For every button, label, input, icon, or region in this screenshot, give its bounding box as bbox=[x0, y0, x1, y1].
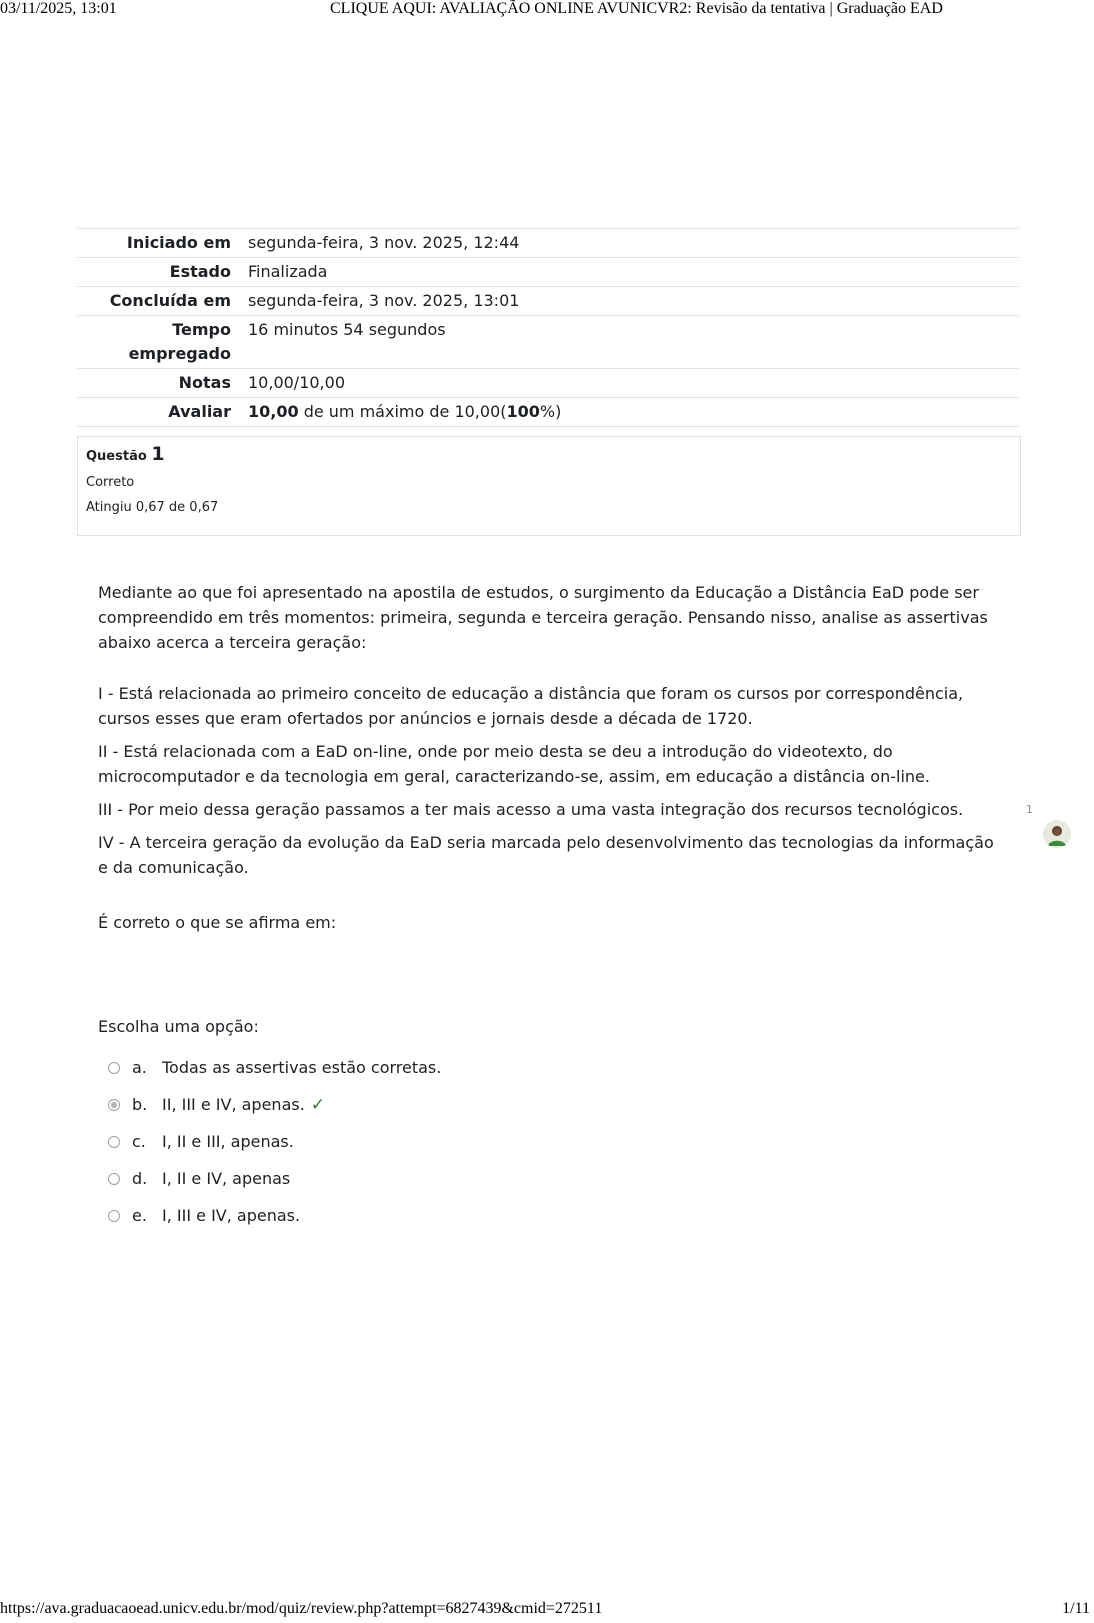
question-prompt: É correto o que se afirma em: bbox=[98, 913, 337, 932]
answer-option-e[interactable] bbox=[98, 1197, 798, 1234]
summary-row-completed bbox=[77, 287, 1019, 316]
assertion-item: I - Está relacionada ao primeiro conceito de educação a distância que foram os cursos por correspondência, cursos esses que eram ofertados por anúncios e jornais desde a década de 1720. bbox=[98, 684, 964, 728]
option-text: Todas as assertivas estão corretas. bbox=[162, 1058, 442, 1077]
option-letter: d. bbox=[132, 1169, 148, 1188]
print-footer bbox=[0, 1600, 1094, 1622]
summary-value: segunda-feira, 3 nov. 2025, 12:44 bbox=[248, 233, 520, 252]
answer-block bbox=[98, 1015, 798, 1234]
summary-value: 16 minutos 54 segundos bbox=[248, 320, 446, 339]
print-page-number: 1/11 bbox=[1062, 1600, 1090, 1617]
question-intro: Mediante ao que foi apresentado na apostila de estudos, o surgimento da Educação a Distância EaD pode ser compreendido em três momentos: primeira, segunda e terceira geração. Pensando nisso, analise as assertivas abaixo acerca a terceira geração: bbox=[98, 583, 988, 652]
radio-button[interactable] bbox=[108, 1062, 120, 1074]
assertion-item: IV - A terceira geração da evolução da EaD seria marcada pelo desenvolvimento das tecnologias da informação e da comunicação. bbox=[98, 833, 994, 877]
grade-end: %) bbox=[539, 402, 562, 421]
summary-row-grade bbox=[77, 398, 1019, 427]
radio-button-selected[interactable] bbox=[108, 1099, 120, 1111]
avatar-person-icon bbox=[1043, 820, 1071, 848]
assertion-item: II - Está relacionada com a EaD on-line, onde por meio desta se deu a introdução do videotexto, do microcomputador e da tecnologia em geral, caracterizando-se, assim, em educação a distância on-line. bbox=[98, 742, 930, 786]
option-text: I, II e IV, apenas bbox=[162, 1169, 291, 1188]
question-grade: Atingiu 0,67 de 0,67 bbox=[86, 500, 219, 515]
summary-key: Concluída em bbox=[109, 291, 231, 310]
summary-value: segunda-feira, 3 nov. 2025, 13:01 bbox=[248, 291, 520, 310]
summary-row-marks bbox=[77, 369, 1019, 398]
option-text: II, III e IV, apenas. bbox=[162, 1095, 305, 1114]
answer-option-d[interactable] bbox=[98, 1160, 798, 1197]
question-text bbox=[98, 580, 998, 943]
question-number bbox=[86, 443, 1012, 465]
answer-option-a[interactable] bbox=[98, 1049, 798, 1086]
print-date: 03/11/2025, 13:01 bbox=[0, 0, 117, 17]
answer-option-b[interactable] bbox=[98, 1086, 798, 1123]
print-url: https://ava.graduacaoead.unicv.edu.br/mod/quiz/review.php?attempt=6827439&cmid=272511 bbox=[0, 1600, 603, 1617]
question-number-value: 1 bbox=[151, 443, 165, 465]
attempt-summary-table bbox=[77, 228, 1019, 427]
question-label: Questão bbox=[86, 449, 152, 464]
summary-key: Iniciado em bbox=[126, 233, 231, 252]
radio-button[interactable] bbox=[108, 1173, 120, 1185]
side-counter: 1 bbox=[1026, 803, 1033, 816]
summary-value bbox=[231, 398, 1019, 426]
option-text: I, III e IV, apenas. bbox=[162, 1206, 301, 1225]
assertion-item: III - Por meio dessa geração passamos a ter mais acesso a uma vasta integração dos recursos tecnológicos. bbox=[98, 800, 964, 819]
summary-value: 10,00/10,00 bbox=[248, 373, 345, 392]
option-letter: b. bbox=[132, 1095, 148, 1114]
question-state: Correto bbox=[86, 475, 135, 490]
summary-row-time-taken bbox=[77, 316, 1019, 369]
question-info-box bbox=[77, 436, 1021, 536]
correct-check-icon: ✓ bbox=[310, 1094, 326, 1115]
summary-value: Finalizada bbox=[248, 262, 328, 281]
radio-button[interactable] bbox=[108, 1136, 120, 1148]
print-page-title: CLIQUE AQUI: AVALIAÇÃO ONLINE AVUNICVR2: Revisão da tentativa | Graduação EAD bbox=[330, 0, 943, 17]
summary-key: Estado bbox=[169, 262, 231, 281]
option-letter: a. bbox=[132, 1058, 147, 1077]
print-header bbox=[0, 0, 1094, 22]
summary-key: Notas bbox=[178, 373, 231, 392]
summary-key: Tempo empregado bbox=[128, 320, 231, 363]
option-letter: c. bbox=[132, 1132, 146, 1151]
option-text: I, II e III, apenas. bbox=[162, 1132, 294, 1151]
answer-option-c[interactable] bbox=[98, 1123, 798, 1160]
summary-row-started bbox=[77, 229, 1019, 258]
grade-max-text: de um máximo de 10,00( bbox=[298, 402, 507, 421]
avatar-icon[interactable] bbox=[1043, 820, 1071, 848]
option-letter: e. bbox=[132, 1206, 147, 1225]
summary-key: Avaliar bbox=[168, 402, 231, 421]
grade-percent: 100 bbox=[506, 402, 540, 421]
choose-option-label: Escolha uma opção: bbox=[98, 1017, 259, 1036]
summary-row-state bbox=[77, 258, 1019, 287]
radio-button[interactable] bbox=[108, 1210, 120, 1222]
grade-score: 10,00 bbox=[248, 402, 299, 421]
